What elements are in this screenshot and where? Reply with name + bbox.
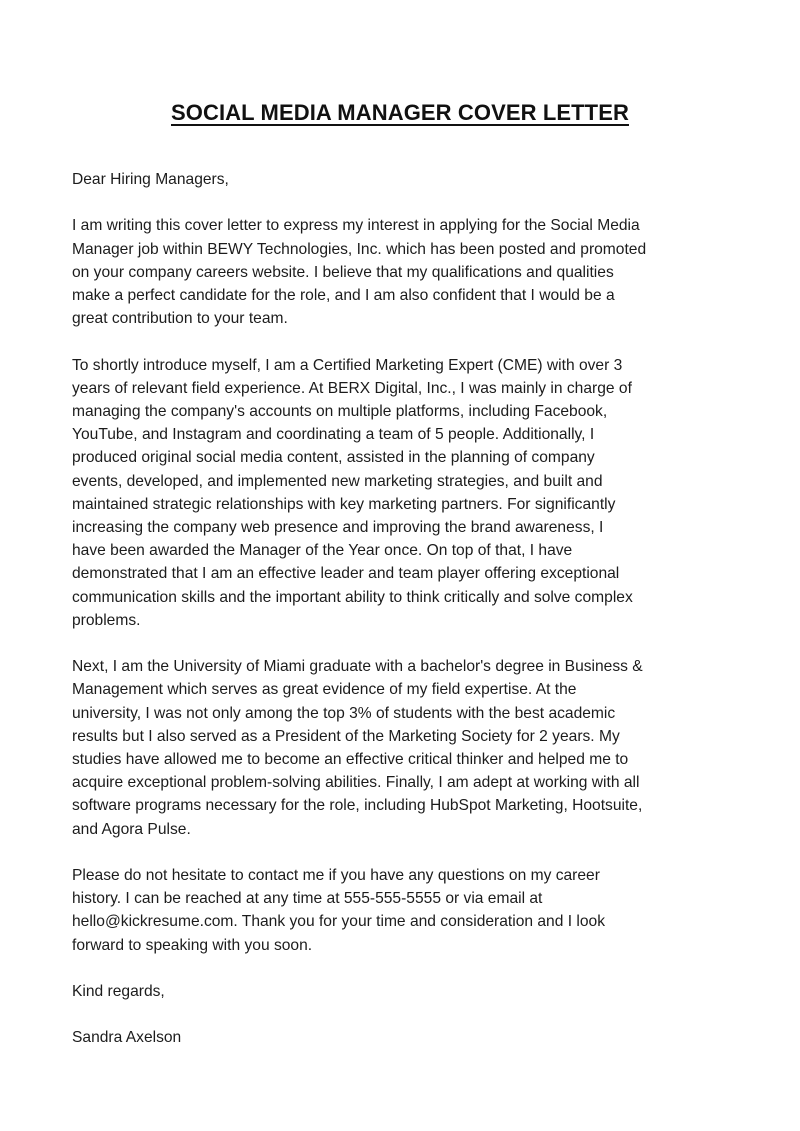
signature: Sandra Axelson [72,1029,182,1047]
paragraph-education [72,655,752,841]
text-line: Next, I am the University of Miami graduate with a bachelor's degree in Business & [72,658,643,676]
letter-title-text: SOCIAL MEDIA MANAGER COVER LETTER [171,100,629,125]
text-line: have been awarded the Manager of the Year once. On top of that, I have [72,542,573,560]
paragraph-contact [72,864,752,957]
text-line: forward to speaking with you soon. [72,936,313,954]
text-line: produced original social media content, assisted in the planning of company [72,449,595,467]
text-line: and Agora Pulse. [72,820,191,838]
text-line: make a perfect candidate for the role, and I am also confident that I would be a [72,287,615,304]
text-line: Please do not hesitate to contact me if you have any questions on my career [72,867,600,885]
text-line: studies have allowed me to become an effective critical thinker and helped me to [72,751,629,769]
closing: Kind regards, [72,983,165,1001]
text-line: years of relevant field experience. At BERX Digital, Inc., I was mainly in charge of [72,379,632,397]
letter-body [72,168,752,1073]
text-line: I am writing this cover letter to express my interest in applying for the Social Media [72,217,640,235]
text-line: acquire exceptional problem-solving abilities. Finally, I am adept at working with all [72,774,640,792]
text-line: problems. [72,611,141,629]
text-line: managing the company's accounts on multiple platforms, including Facebook, [72,403,608,420]
text-line: To shortly introduce myself, I am a Certified Marketing Expert (CME) with over 3 [72,356,623,374]
text-line: increasing the company web presence and improving the brand awareness, I [72,519,604,537]
text-line: results but I also served as a President of the Marketing Society for 2 years. My [72,727,620,745]
text-line: Management which serves as great evidence of my field expertise. At the [72,681,577,699]
text-line: communication skills and the important ability to think critically and solve complex [72,588,633,606]
salutation: Dear Hiring Managers, [72,171,229,188]
text-line: YouTube, and Instagram and coordinating a team of 5 people. Additionally, I [72,426,595,444]
text-line: university, I was not only among the top 3% of students with the best academic [72,704,616,722]
text-line: history. I can be reached at any time at 555-555-5555 or via email at [72,890,543,908]
text-line: events, developed, and implemented new marketing strategies, and built and [72,472,603,490]
text-line: software programs necessary for the role, including HubSpot Marketing, Hootsuite, [72,797,643,815]
paragraph-experience [72,354,752,632]
text-line: demonstrated that I am an effective leader and team player offering exceptional [72,565,620,583]
text-line: on your company careers website. I believe that my qualifications and qualities [72,263,614,281]
paragraph-introduction [72,214,752,330]
text-line: great contribution to your team. [72,310,288,328]
text-line: Manager job within BEWY Technologies, Inc. which has been posted and promoted [72,240,647,258]
text-line: maintained strategic relationships with key marketing partners. For significantly [72,495,616,513]
letter-title [0,100,800,126]
text-line: hello@kickresume.com. Thank you for your time and consideration and I look [72,913,605,931]
